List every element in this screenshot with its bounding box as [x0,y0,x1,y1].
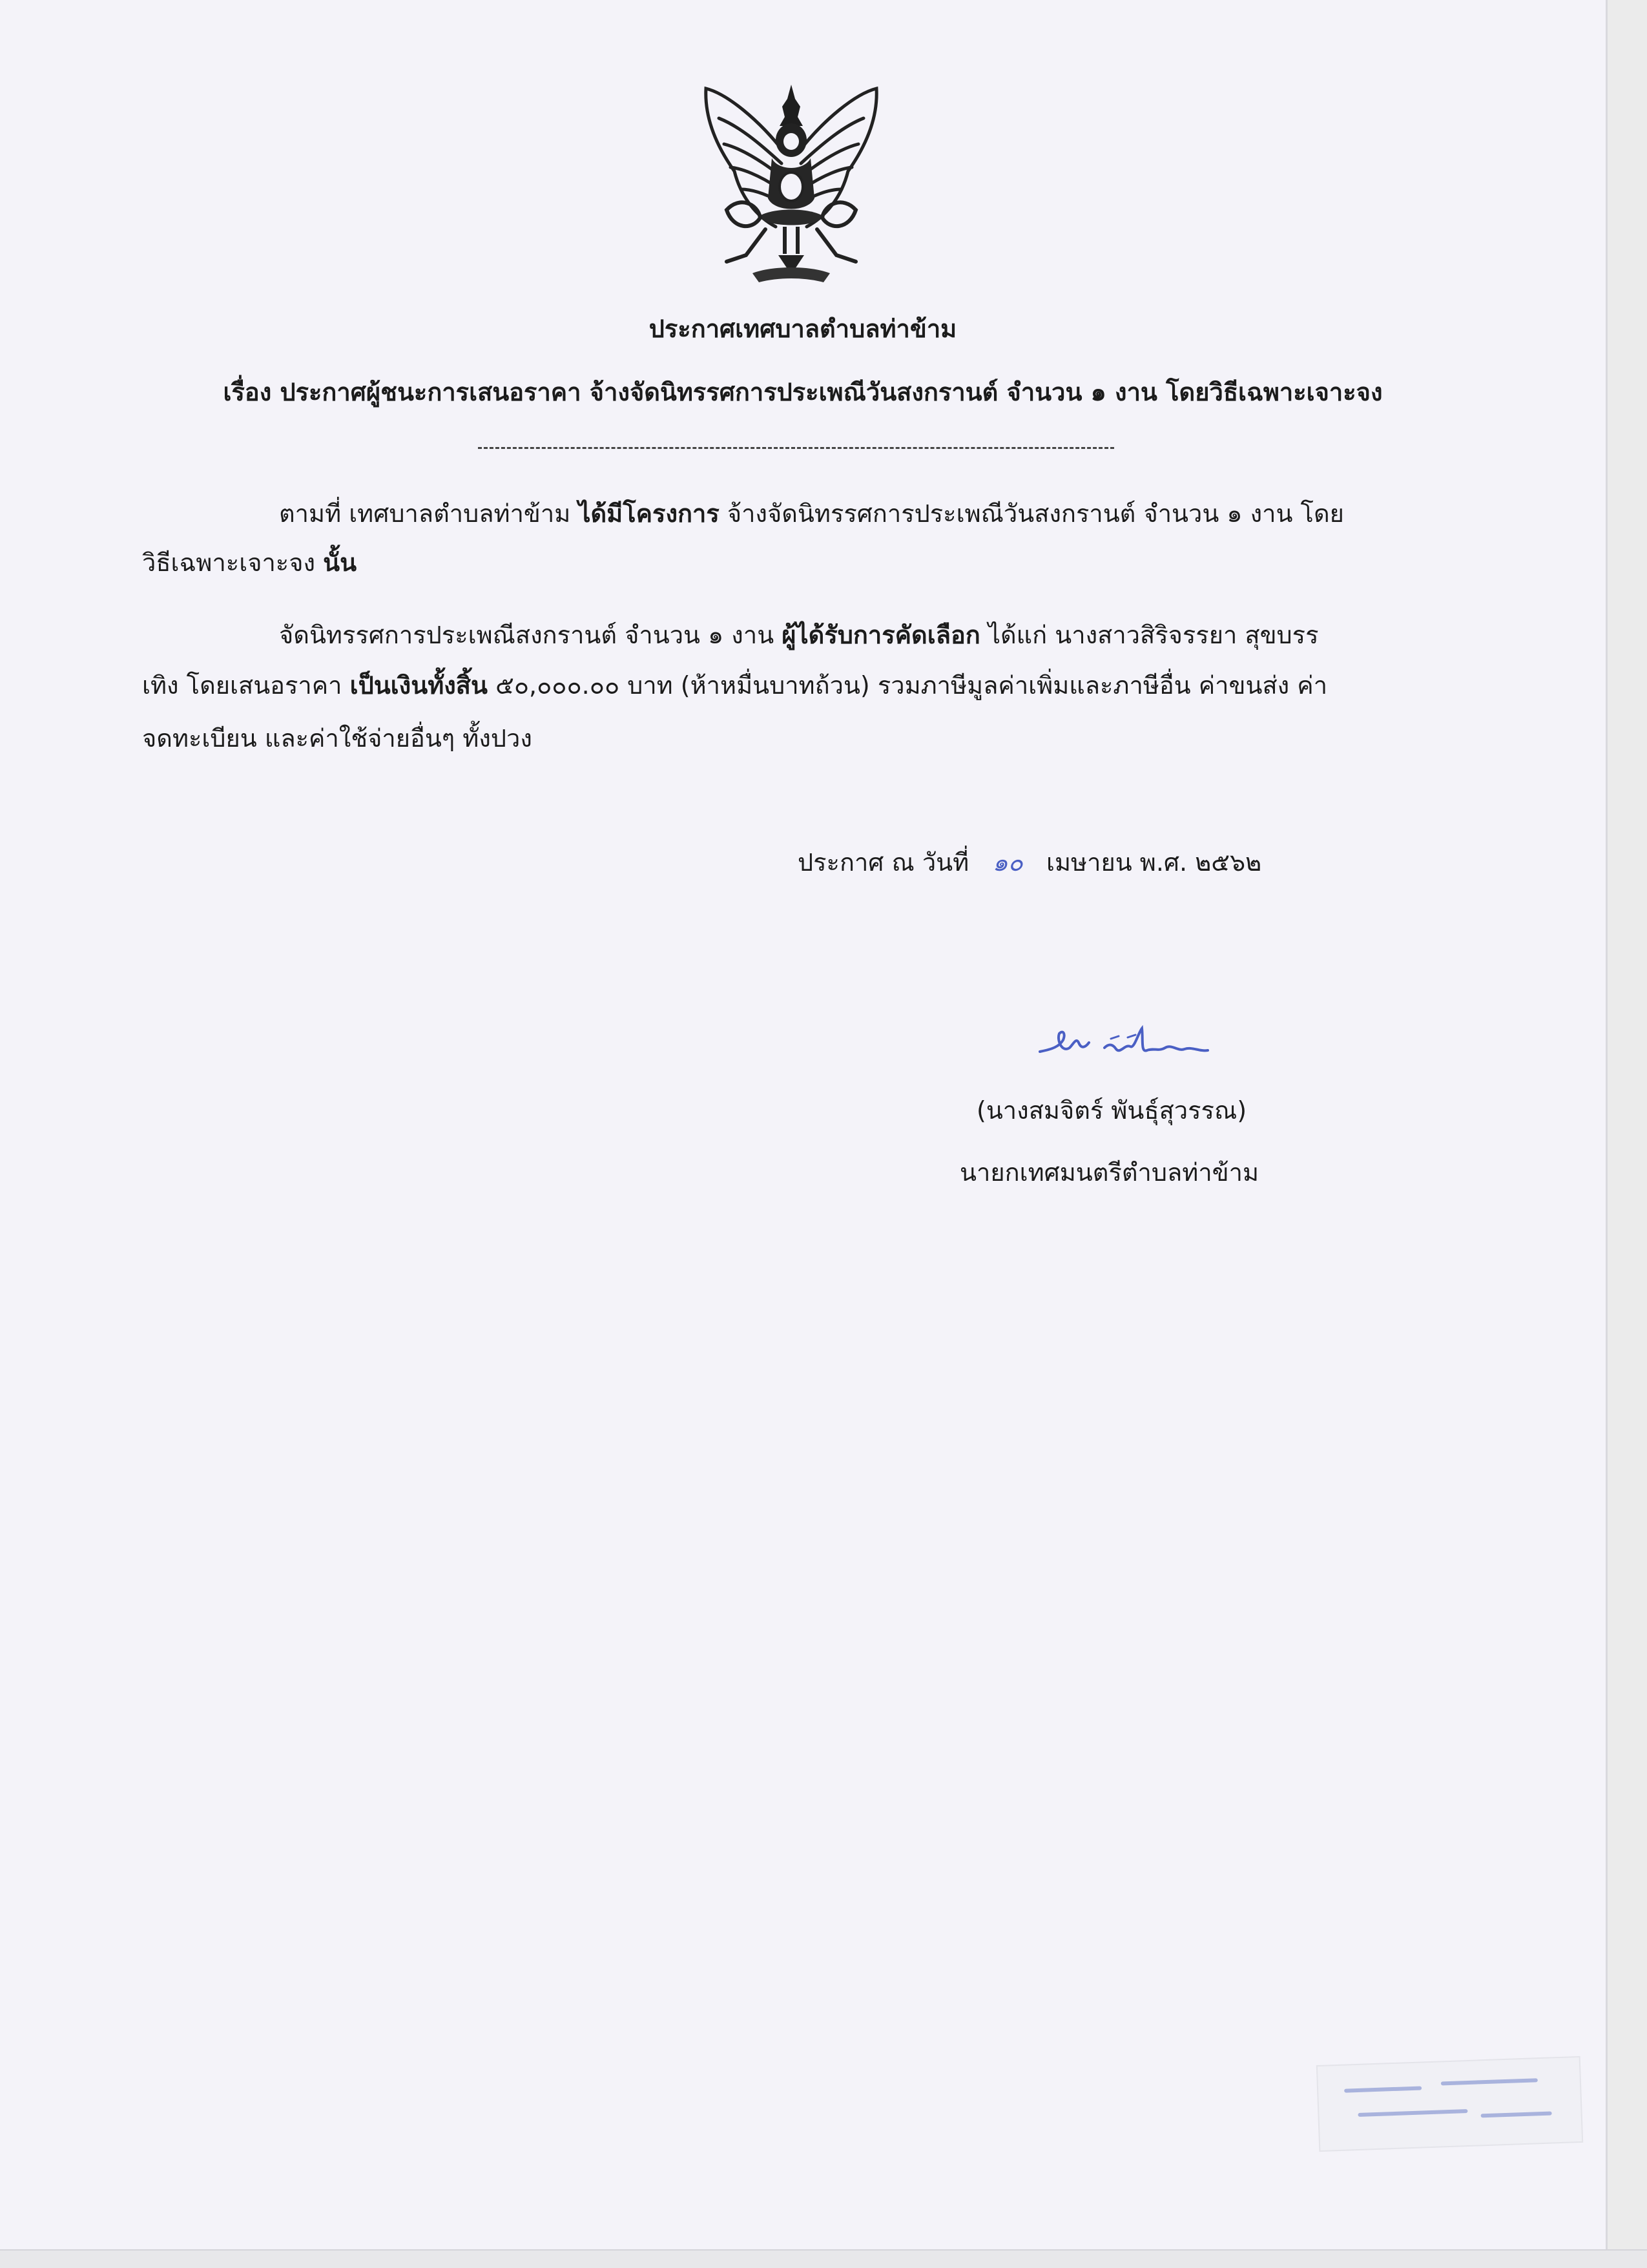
signature-handwritten [1033,1014,1227,1072]
paragraph-2-line-1 [279,619,1318,651]
notice-subject: เรื่อง ประกาศผู้ชนะการเสนอราคา จ้างจัดนิทรรศการประเพณีวันสงกรานต์ จำนวน ๑ งาน โดยวิธีเฉพาะเจาะจง [223,378,1383,406]
signer-position: นายกเทศมนตรีตำบลท่าข้าม [960,1158,1259,1187]
separator-rule [478,447,1114,449]
paragraph-2-line-2 [142,669,1327,702]
para2-text-d: เทิง โดยเสนอราคา [142,671,350,700]
paragraph-1-line-1 [279,497,1344,530]
para2-text-a: จัดนิทรรศการประเพณีสงกรานต์ จำนวน ๑ งาน [279,621,782,649]
paragraph-1-line-2 [142,546,357,579]
para2-text-g: จดทะเบียน และค่าใช้จ่ายอื่นๆ ทั้งปวง [142,724,532,753]
date-year-prefix: พ.ศ. [1139,848,1188,877]
para2-text-b: ผู้ได้รับการคัดเลือก [782,621,980,649]
paragraph-2-line-3 [142,722,532,754]
notice-title: ประกาศเทศบาลตำบลท่าข้าม [648,315,957,343]
received-stamp [1316,2056,1583,2152]
para1-text-d: วิธีเฉพาะเจาะจง [142,548,324,577]
para1-text-a: ตามที่ เทศบาลตำบลท่าข้าม [279,499,579,528]
date-prefix: ประกาศ ณ วันที่ [798,848,969,877]
para2-text-c: ได้แก่ นางสาวสิริจรรยา สุขบรร [980,621,1319,649]
signer-name: (นางสมจิตร์ พันธุ์สุวรรณ) [977,1096,1247,1125]
para1-text-e: นั้น [323,548,357,577]
announcement-date [798,846,1261,879]
para2-text-e: เป็นเงินทั้งสิ้น [349,671,488,700]
page-edge-right [1606,0,1647,2267]
para1-text-c: จ้างจัดนิทรรศการประเพณีวันสงกรานต์ จำนวน ๑ งาน โดย [719,499,1344,528]
date-month: เมษายน [1046,848,1132,877]
garuda-emblem-icon [688,81,895,294]
date-day-handwritten: ๑๐ [992,848,1023,877]
page-edge-bottom [0,2249,1647,2268]
date-year: ๒๕๖๒ [1195,848,1262,877]
para2-text-f: ๕๐,๐๐๐.๐๐ บาท (ห้าหมื่นบาทถ้วน) รวมภาษีมูลค่าเพิ่มและภาษีอื่น ค่าขนส่ง ค่า [487,671,1328,700]
para1-text-b: ได้มีโครงการ [578,499,720,528]
